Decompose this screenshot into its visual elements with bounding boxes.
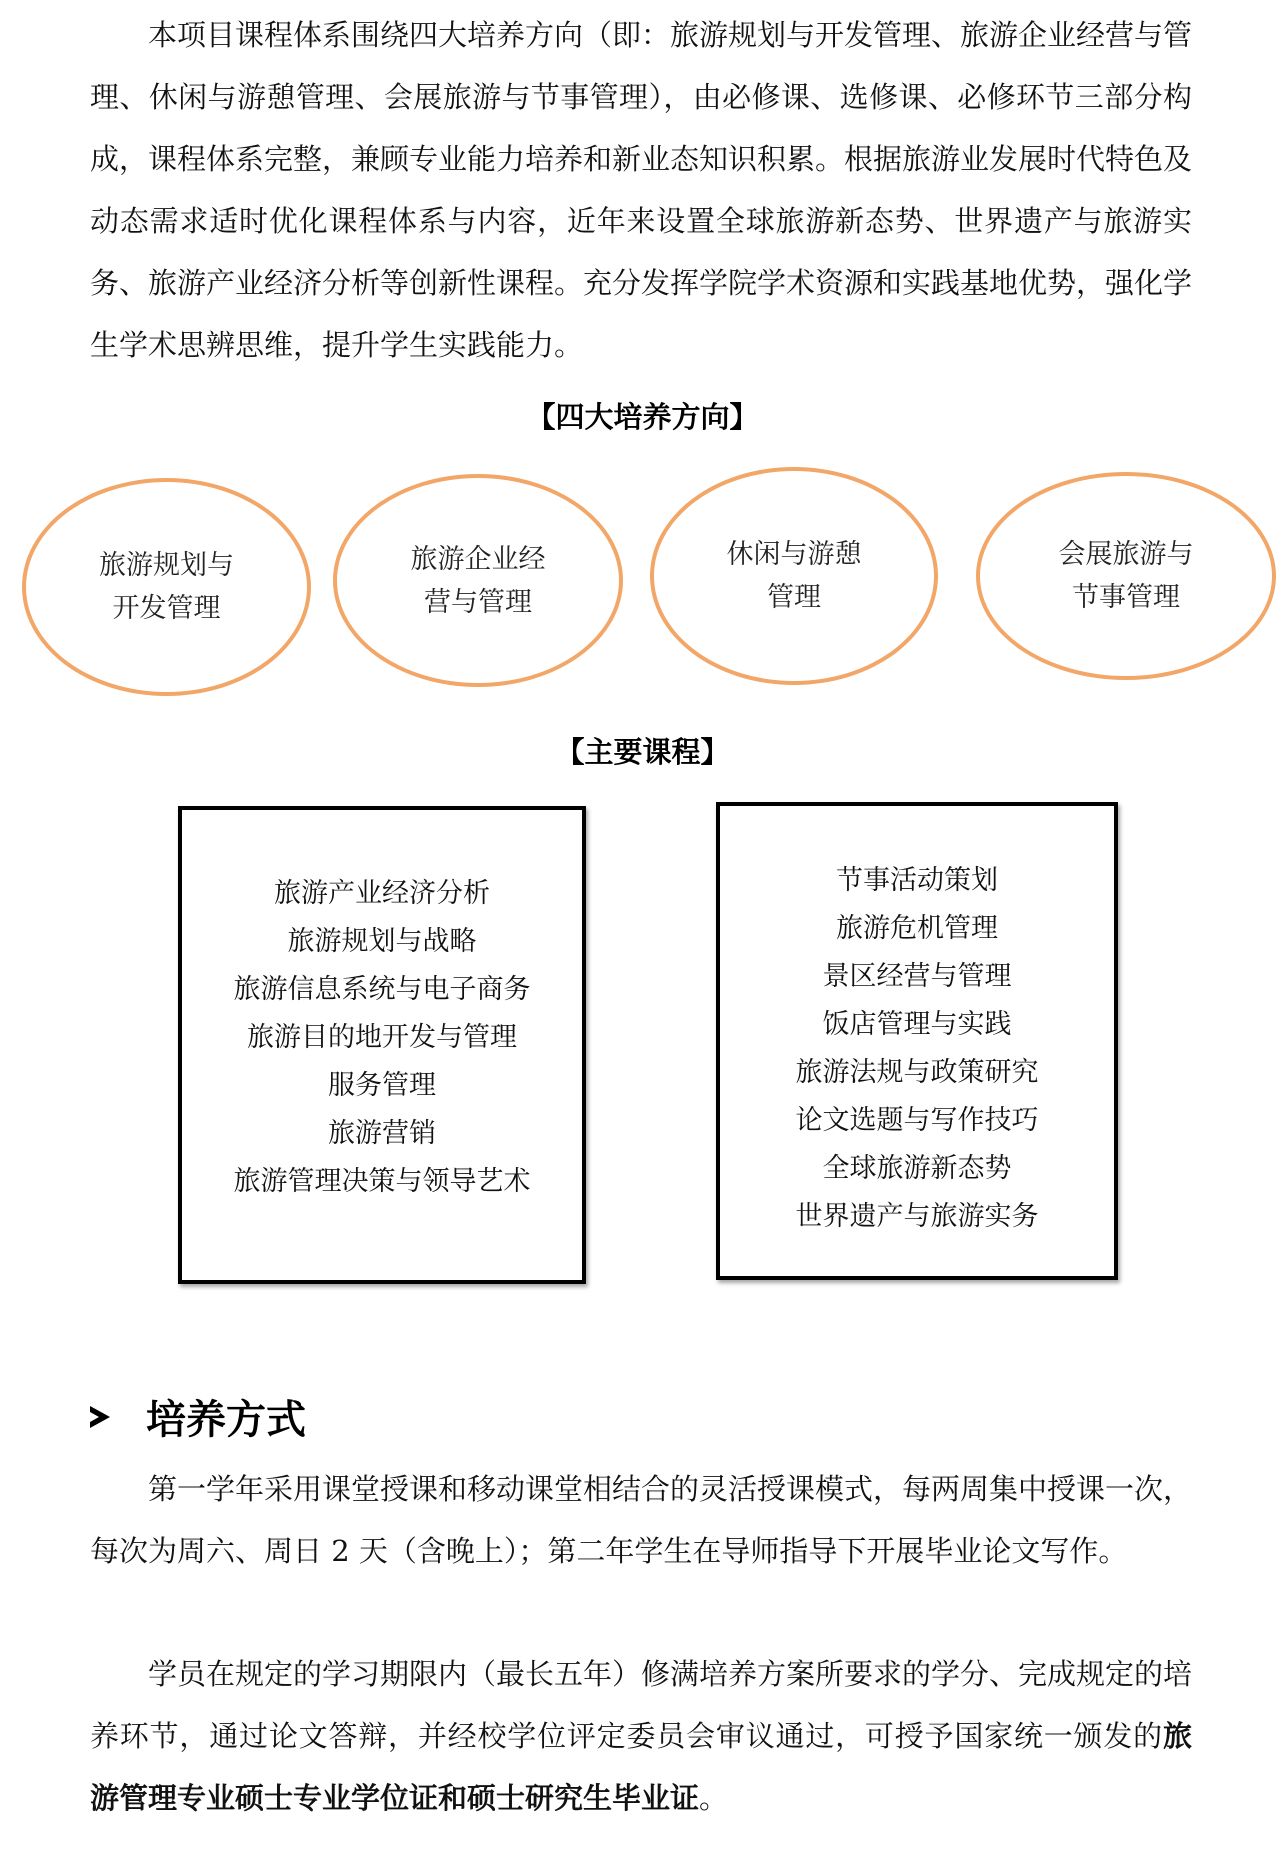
course-item: 旅游目的地开发与管理	[247, 1022, 517, 1053]
direction-ellipse-2	[333, 474, 623, 687]
degree-certificates: 旅游管理专业硕士专业学位证和硕士研究生毕业证	[90, 1719, 1192, 1815]
training-heading-title: 培养方式	[146, 1397, 306, 1443]
courses-label: 【主要课程】	[555, 735, 730, 769]
course-item: 世界遗产与旅游实务	[795, 1201, 1039, 1232]
course-item: 旅游法规与政策研究	[795, 1057, 1039, 1088]
paragraph-2-end: 。	[699, 1781, 729, 1815]
course-item: 旅游营销	[328, 1118, 436, 1149]
course-item: 旅游信息系统与电子商务	[233, 974, 531, 1005]
arrow-bullet-icon	[90, 1406, 110, 1428]
direction-text-3: 休闲与游憩 管理	[726, 539, 862, 613]
course-item: 全球旅游新态势	[822, 1153, 1012, 1184]
directions-label: 【四大培养方向】	[526, 400, 759, 434]
course-item: 饭店管理与实践	[822, 1009, 1012, 1040]
course-item: 旅游规划与战略	[287, 926, 477, 957]
course-item: 节事活动策划	[836, 865, 998, 896]
direction-ellipse-4	[976, 472, 1276, 680]
paragraph-2-lead: 学员在规定的学习期限内（最长五年）修满培养方案所要求的学分、完成规定的培养环节，通过论文答辩，并经校学位评定委员会审议通过，可授予国家统一颁发的	[90, 1657, 1193, 1753]
course-item: 旅游管理决策与领导艺术	[233, 1166, 531, 1197]
direction-text-4: 会展旅游与 节事管理	[1058, 539, 1194, 613]
direction-ellipse-3	[650, 467, 938, 685]
training-paragraph-2	[90, 1643, 1192, 1829]
training-paragraph-1: 第一学年采用课堂授课和移动课堂相结合的灵活授课模式，每两周集中授课一次，每次为周六、周日 2 天（含晚上）；第二年学生在导师指导下开展毕业论文写作。	[90, 1472, 1193, 1568]
course-item: 景区经营与管理	[822, 961, 1012, 992]
direction-text-1: 旅游规划与 开发管理	[99, 550, 234, 624]
course-item: 旅游产业经济分析	[274, 878, 490, 909]
intro-paragraph: 本项目课程体系围绕四大培养方向（即：旅游规划与开发管理、旅游企业经营与管理、休闲与游憩管理、会展旅游与节事管理），由必修课、选修课、必修环节三部分构成，课程体系完整，兼顾专业能力培养和新业态知识积累。根据旅游业发展时代特色及动态需求适时优化课程体系与内容，近年来设置全球旅游新态势、世界遗产与旅游实务、旅游产业经济分析等创新性课程。充分发挥学院学术资源和实践基地优势，强化学生学术思辨思维，提升学生实践能力。	[90, 18, 1193, 362]
direction-ellipse-1	[22, 478, 311, 696]
course-item: 论文选题与写作技巧	[795, 1105, 1039, 1136]
course-box-left	[178, 806, 586, 1284]
course-box-right	[716, 802, 1118, 1280]
course-item: 服务管理	[328, 1070, 436, 1101]
direction-text-2: 旅游企业经 营与管理	[410, 543, 546, 618]
training-heading	[90, 1388, 306, 1445]
course-item: 旅游危机管理	[836, 913, 998, 944]
